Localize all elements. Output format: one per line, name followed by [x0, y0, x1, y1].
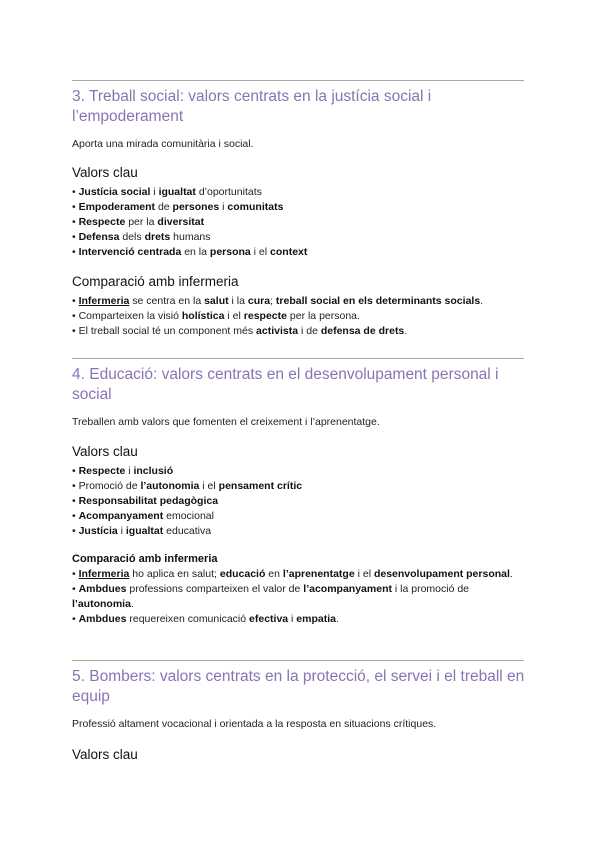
- list-item: [72, 509, 532, 524]
- bold-term: Infermeria: [78, 295, 130, 307]
- text-fragment: i el: [224, 310, 244, 322]
- list-item: [72, 230, 532, 245]
- bold-term: activista: [256, 325, 299, 337]
- text-fragment: d’oportunitats: [195, 186, 262, 198]
- section-3-intro: Aporta una mirada comunitària i social.: [72, 138, 254, 150]
- list-item: [72, 582, 532, 612]
- text-fragment: •: [72, 186, 79, 198]
- section-5-intro: Professió altament vocacional i orientada a la resposta en situacions crítiques.: [72, 718, 437, 730]
- section-3-title: 3. Treball social: valors centrats en la justícia social i l’empoderament: [72, 88, 432, 125]
- bold-term: Respecte: [78, 216, 126, 228]
- text-fragment: se centra en la: [129, 295, 205, 307]
- text-fragment: .: [335, 613, 339, 625]
- section-4-comparison-list: [72, 567, 532, 627]
- text-fragment: i: [219, 201, 228, 213]
- text-fragment: i el: [250, 246, 271, 258]
- list-item: [72, 494, 532, 509]
- bold-term: persones: [172, 201, 220, 213]
- list-item: [72, 479, 532, 494]
- divider: [72, 358, 524, 359]
- text-fragment: i: [117, 525, 126, 537]
- bold-term: diversitat: [157, 216, 205, 228]
- section-3-comparison-list: [72, 294, 532, 339]
- bold-term: l’aprenentatge: [282, 568, 355, 580]
- text-fragment: dels: [119, 231, 145, 243]
- text-fragment: •: [72, 525, 79, 537]
- list-item: [72, 215, 532, 230]
- list-item: [72, 612, 532, 627]
- text-fragment: •: [72, 231, 79, 243]
- section-3-comparison-heading: Comparació amb infermeria: [72, 274, 239, 289]
- bold-term: context: [270, 246, 308, 258]
- bold-term: pensament crític: [218, 480, 303, 492]
- bold-term: Respecte: [78, 465, 126, 477]
- bold-term: empatia: [296, 613, 336, 625]
- text-fragment: emocional: [163, 510, 214, 522]
- text-fragment: i la: [228, 295, 248, 307]
- text-fragment: i la promoció de: [391, 583, 470, 595]
- text-fragment: humans: [170, 231, 211, 243]
- section-5-title: 5. Bombers: valors centrats en la protecció, el servei i el treball en equip: [72, 668, 525, 705]
- list-item: [72, 200, 532, 215]
- text-fragment: •: [72, 510, 79, 522]
- text-fragment: de: [155, 201, 173, 213]
- bold-term: drets: [144, 231, 171, 243]
- text-fragment: i: [288, 613, 297, 625]
- text-fragment: • Comparteixen la visió: [72, 310, 182, 322]
- text-fragment: per la: [125, 216, 158, 228]
- bold-term: Acompanyament: [78, 510, 164, 522]
- bold-term: igualtat: [125, 525, 164, 537]
- text-fragment: .: [509, 568, 513, 580]
- text-fragment: en la: [181, 246, 210, 258]
- text-fragment: requereixen comunicació: [126, 613, 250, 625]
- section-5-values-heading: Valors clau: [72, 747, 138, 762]
- bold-term: Intervenció centrada: [78, 246, 182, 258]
- text-fragment: •: [72, 216, 79, 228]
- bold-term: desenvolupament personal: [373, 568, 510, 580]
- bold-term: Defensa: [78, 231, 120, 243]
- text-fragment: •: [72, 201, 79, 213]
- text-fragment: •: [72, 568, 79, 580]
- bold-term: l’autonomia: [72, 598, 131, 610]
- section-4-intro: Treballen amb valors que fomenten el creixement i l’aprenentatge.: [72, 416, 380, 428]
- bold-term: l’acompanyament: [303, 583, 392, 595]
- list-item: [72, 294, 532, 309]
- section-3-values-list: [72, 185, 532, 260]
- bold-term: Justícia social: [78, 186, 151, 198]
- list-item: [72, 309, 532, 324]
- list-item: [72, 245, 532, 260]
- bold-term: educació: [219, 568, 266, 580]
- divider: [72, 660, 524, 661]
- bold-term: holística: [181, 310, 225, 322]
- text-fragment: per la persona.: [286, 310, 360, 322]
- text-fragment: i: [150, 186, 159, 198]
- bold-term: Ambdues: [78, 613, 127, 625]
- text-fragment: i el: [199, 480, 219, 492]
- bold-term: cura: [247, 295, 271, 307]
- text-fragment: educativa: [163, 525, 212, 537]
- bold-term: Infermeria: [78, 568, 130, 580]
- text-fragment: •: [72, 295, 79, 307]
- bold-term: persona: [209, 246, 251, 258]
- text-fragment: i de: [298, 325, 321, 337]
- section-4-values-list: [72, 464, 532, 539]
- divider: [72, 80, 524, 81]
- text-fragment: i: [125, 465, 134, 477]
- text-fragment: .: [130, 598, 134, 610]
- list-item: [72, 324, 532, 339]
- text-fragment: • El treball social té un component més: [72, 325, 257, 337]
- bold-term: Responsabilitat pedagògica: [78, 495, 219, 507]
- bold-term: respecte: [243, 310, 287, 322]
- list-item: [72, 185, 532, 200]
- text-fragment: .: [480, 295, 484, 307]
- bold-term: inclusió: [133, 465, 174, 477]
- bold-term: Justícia: [78, 525, 118, 537]
- list-item: [72, 464, 532, 479]
- section-3-values-heading: Valors clau: [72, 165, 138, 180]
- text-fragment: •: [72, 465, 79, 477]
- bold-term: efectiva: [249, 613, 289, 625]
- bold-term: l’autonomia: [140, 480, 200, 492]
- bold-term: defensa de drets: [320, 325, 405, 337]
- bold-term: Empoderament: [78, 201, 156, 213]
- section-4-values-heading: Valors clau: [72, 444, 138, 459]
- text-fragment: •: [72, 246, 79, 258]
- bold-term: Ambdues: [78, 583, 127, 595]
- bold-term: salut: [204, 295, 229, 307]
- bold-term: igualtat: [158, 186, 196, 198]
- text-fragment: •: [72, 583, 79, 595]
- text-fragment: •: [72, 613, 79, 625]
- text-fragment: .: [404, 325, 408, 337]
- text-fragment: •: [72, 495, 79, 507]
- text-fragment: i el: [354, 568, 374, 580]
- bold-term: treball social en els determinants socials: [275, 295, 481, 307]
- text-fragment: ho aplica en salut;: [129, 568, 220, 580]
- text-fragment: ;: [270, 295, 276, 307]
- list-item: [72, 567, 532, 582]
- list-item: [72, 524, 532, 539]
- text-fragment: professions comparteixen el valor de: [126, 583, 304, 595]
- bold-term: comunitats: [227, 201, 284, 213]
- text-fragment: • Promoció de: [72, 480, 141, 492]
- text-fragment: en: [265, 568, 283, 580]
- section-4-title: 4. Educació: valors centrats en el desenvolupament personal i social: [72, 366, 499, 403]
- section-4-comparison-heading: Comparació amb infermeria: [72, 553, 218, 565]
